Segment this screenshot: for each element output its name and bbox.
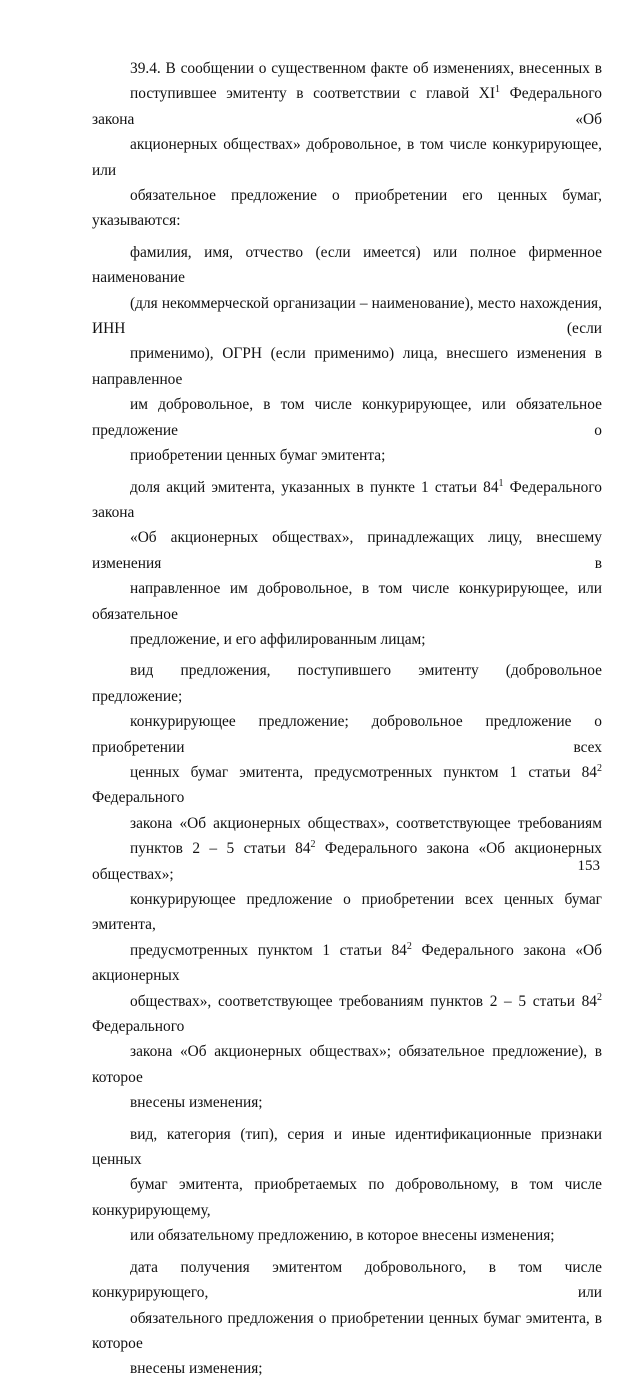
text-segment: Федерального закона «Об акционерных [92,941,603,985]
page-number: 153 [577,858,600,874]
text-line [92,183,602,234]
text-segment: фамилия, имя, отчество (если имеется) или полное фирменное наименование [92,243,602,287]
text-line [92,291,602,342]
text-segment: ценных бумаг эмитента, предусмотренных пунктом 1 статьи 84 [130,763,597,781]
text-segment: им добровольное, в том числе конкурирующее, или обязательное предложение о [92,396,602,439]
text-segment: или обязательному предложению, в которое внесены изменения; [130,1227,555,1245]
text-line [92,1122,602,1173]
text-line [92,1356,602,1381]
text-segment: Федерального закона «Об акционерных обществах»; [92,840,602,883]
text-segment: внесены изменения; [130,1094,263,1112]
text-segment: внесены изменения; [130,1360,263,1378]
text-line [92,1223,602,1248]
text-segment: закона «Об акционерных обществах», соответствующее требованиям [130,814,602,832]
text-segment: 39.4. В сообщении о существенном факте об изменениях, внесенных в [130,60,602,77]
text-segment: приобретении ценных бумаг эмитента; [130,447,386,465]
text-segment: вид, категория (тип), серия и иные идентификационные признаки ценных [92,1125,602,1169]
text-segment: предложение, и его аффилированным лицам; [130,630,426,648]
text-segment: дата получения эмитентом добровольного, в том числе конкурирующего, или [92,1258,602,1302]
text-line [92,627,602,652]
superscript: 2 [310,839,316,851]
text-line [92,811,602,836]
text-line [92,658,602,709]
text-line [92,989,602,1040]
text-segment: закона «Об акционерных обществах»; обязательное предложение), в которое [92,1043,602,1086]
text-line [92,392,602,443]
text-segment: поступившее эмитенту в соответствии с главой XI [130,85,496,103]
text-line [92,836,602,887]
text-segment: вид предложения, поступившего эмитенту (добровольное предложение; [92,662,602,705]
text-segment: (для некоммерческой организации – наименование), место нахождения, ИНН (если [92,294,602,338]
text-segment: конкурирующее предложение; добровольное предложение о приобретении всех [92,713,602,756]
text-line [92,1172,602,1223]
text-line [92,1039,602,1090]
text-line [92,475,602,526]
text-segment: применимо), ОГРН (если применимо) лица, внесшего изменения в направленное [92,345,602,388]
paragraph-item-3 [92,658,602,1115]
text-line [92,709,602,760]
paragraph-item-2 [92,475,602,653]
superscript: 2 [597,991,602,1003]
text-line [92,887,602,938]
text-segment: Федерального закона «Об [92,85,602,128]
superscript: 2 [406,940,412,952]
text-line [92,938,602,989]
paragraph-item-1 [92,240,602,469]
text-segment: «Об акционерных обществах», принадлежащих лицу, внесшему изменения в [92,529,602,572]
text-line [92,81,602,132]
text-line [92,240,602,291]
text-segment: Федерального [92,1018,185,1036]
paragraph-item-5 [92,1255,602,1382]
text-segment: акционерных обществах» добровольное, в том числе конкурирующее, или [92,136,602,179]
superscript: 1 [495,84,501,96]
text-line [92,1255,602,1306]
text-line [92,132,602,183]
paragraph-item-4 [92,1122,602,1249]
text-segment: обязательного предложения о приобретении ценных бумаг эмитента, в которое [92,1309,602,1352]
text-line [92,1090,602,1115]
text-segment: бумаг эмитента, приобретаемых по добровольному, в том числе конкурирующему, [92,1176,602,1219]
text-segment: направленное им добровольное, в том числе конкурирующее, или обязательное [92,580,602,623]
text-line [92,760,602,811]
superscript: 2 [597,762,602,774]
text-line [92,576,602,627]
text-line [92,1306,602,1357]
superscript: 1 [498,477,504,489]
text-segment: доля акций эмитента, указанных в пункте 1 статьи 84 [130,478,499,496]
text-segment: пунктов 2 – 5 статьи 84 [130,840,311,858]
text-line [92,525,602,576]
text-segment: обществах», соответствующее требованиям пунктов 2 – 5 статьи 84 [130,992,597,1010]
paragraph-clause [92,56,602,234]
text-segment: Федерального закона [92,478,602,521]
text-segment: конкурирующее предложение о приобретении всех ценных бумаг эмитента, [92,891,602,934]
text-line [92,56,602,81]
text-segment: Федерального [92,789,185,807]
text-segment: предусмотренных пунктом 1 статьи 84 [130,941,407,959]
text-line [92,443,602,468]
document-body [92,56,602,1388]
text-segment: обязательное предложение о приобретении его ценных бумаг, указываются: [92,187,602,230]
text-line [92,341,602,392]
